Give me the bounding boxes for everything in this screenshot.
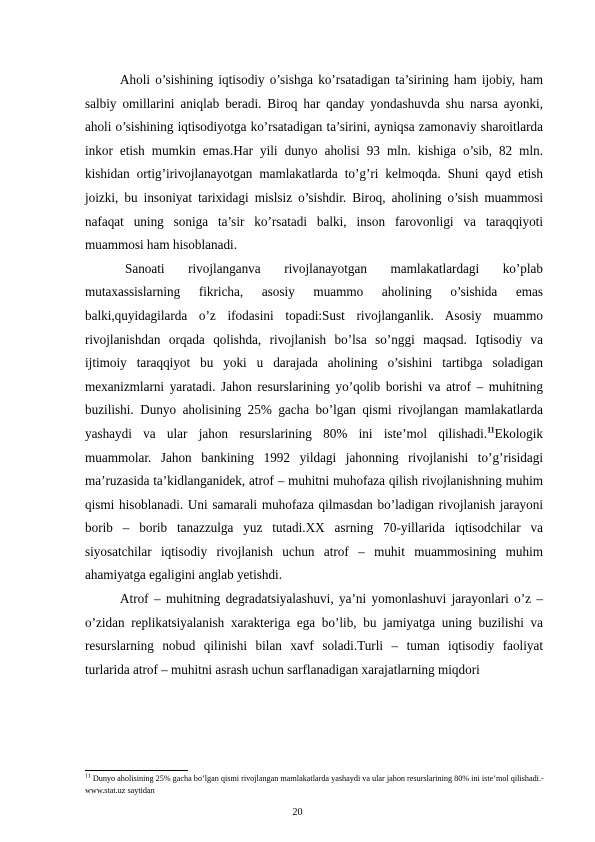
paragraph-environment-degradation: Atrof – muhitning degradatsiyalashuvi, ya’ni yomonlashuvi jarayonlari o’z –o’zidan replikatsiyalanish xarakteriga ega bo’lib, bu jamiyatga uning buzilishi va resurslarning nobud qilinishi bilan xavf soladi.Turli – tuman iqtisodiy faoliyat turlarida atrof – muhitni asrash uchun sarflanadigan xarajatlarning miqdori: [85, 591, 543, 677]
page-number: 20: [292, 807, 303, 818]
footnote: [85, 773, 545, 796]
footnote-reference[interactable]: 11: [487, 425, 495, 435]
footnote-text: Dunyo aholisining 25% gacha bo’lgan qismi rivojlangan mamlakatlarda yashaydi va ular jahon resurslarining 80% ini iste’mol qilishadi.-www.stat.uz saytidan: [85, 774, 544, 795]
paragraph-main-problems: [85, 257, 543, 587]
footnote-divider: [85, 770, 188, 771]
footnote-number: 11: [85, 773, 91, 780]
paragraph-ecology-text: Ekologik muammolar. Jahon bankining 1992 yildagi jahonning rivojlanishi to’g’risidagi ma’ruzasida ta’kidlanganidek, atrof – muhitni muhofaza qilish rivojlanishning muhim qismi hisoblanadi. Uni samarali muhofaza qilmasdan bo’ladigan rivojlanish jarayoni borib – borib tanazzulga yuz tutadi.XX asrning 70-yillarida iqtisodchilar va siyosatchilar iqtisodiy rivojlanish uchun atrof – muhit muammosining muhim ahamiyatga egaligini anglab yetishdi.: [85, 425, 543, 583]
document-body: [85, 68, 543, 681]
paragraph-main-problems-text: Sanoati rivojlanganva rivojlanayotgan mamlakatlardagi ko’plab mutaxassislarning fikricha, asosiy muammo aholining o’sishida emas balki,quyidagilarda o’z ifodasini topadi:Sust rivojlanganlik. Asosiy muammo rivojlanishdan orqada qolishda, rivojlanish bo’lsa so’nggi maqsad. Iqtisodiy va ijtimoiy taraqqiyot bu yoki u darajada aholining o’sishini tartibga soladigan mexanizmlarni yaratadi. Jahon resurslarining yo’qolib borishi va atrof – muhitning buzilishi. Dunyo aholisining 25% gacha bo’lgan qismi rivojlangan mamlakatlarda yashaydi va ular jahon resurslarining 80% ini iste’mol qilishadi.: [85, 260, 543, 441]
paragraph-population-growth: Aholi o’sishining iqtisodiy o’sishga ko’rsatadigan ta’sirining ham ijobiy, ham salbiy omillarini aniqlab beradi. Biroq har qanday yondashuvda shu narsa ayonki, aholi o’sishining iqtisodiyotga ko’rsatadigan ta’sirini, ayniqsa zamonaviy sharoitlarda inkor etish mumkin emas.Har yili dunyo aholisi 93 mln. kishiga o’sib, 82 mln. kishidan ortig’irivojlanayotgan mamlakatlarda to’g’ri kelmoqda. Shuni qayd etish joizki, bu insoniyat tarixidagi mislsiz o’sishdir. Biroq, aholining o’sish muammosi nafaqat uning soniga ta’sir ko’rsatadi balki, inson farovonligi va taraqqiyoti muammosi ham hisoblanadi.: [85, 72, 543, 253]
